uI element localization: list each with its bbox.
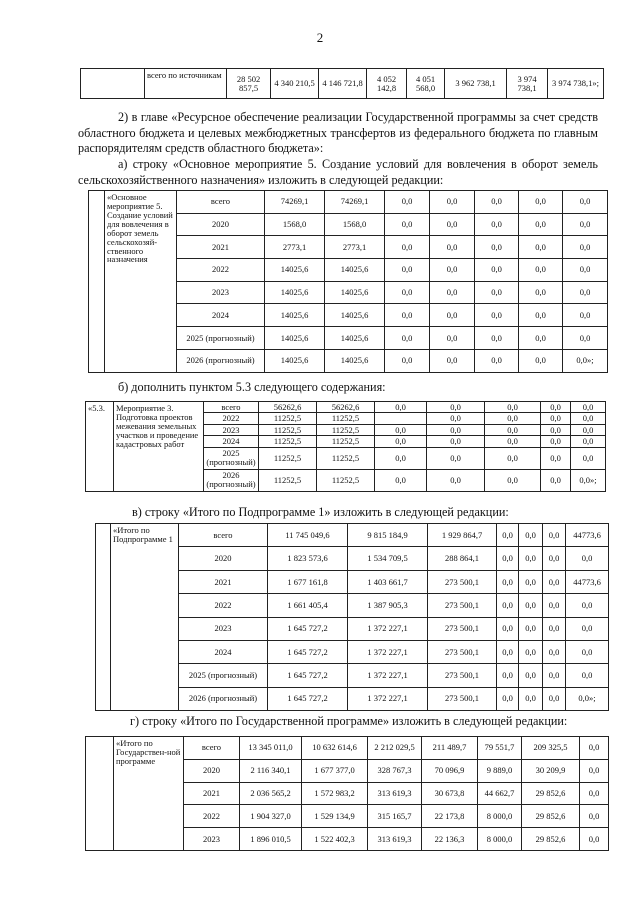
value-cell: 0,0: [543, 687, 566, 710]
empty-cell: [96, 524, 111, 711]
value-cell: 0,0: [385, 191, 430, 214]
value-cell: 14025,6: [265, 281, 325, 304]
value-cell: 0,0: [427, 469, 485, 491]
value-cell: 0,0: [563, 191, 608, 214]
value-cell: 288 864,1: [428, 547, 497, 570]
year-cell: 2025 (прогнозный): [204, 447, 259, 469]
top-total-table: [80, 68, 604, 99]
value-cell: 0,0: [541, 469, 571, 491]
value-cell: 44773,6: [566, 570, 609, 593]
value-cell: 273 500,1: [428, 640, 497, 663]
instruction-b: б) дополнить пунктом 5.3 следующего содержания:: [118, 380, 386, 394]
value-cell: 1568,0: [265, 213, 325, 236]
year-cell: 2020: [184, 759, 240, 782]
value-cell: 0,0: [475, 327, 519, 350]
value-cell: 28 502 857,5: [227, 69, 271, 99]
value-cell: 29 852,6: [522, 782, 580, 805]
year-cell: 2021: [177, 236, 265, 259]
value-cell: 0,0: [543, 524, 566, 547]
value-cell: 0,0: [563, 259, 608, 282]
value-cell: 0,0: [519, 327, 563, 350]
value-cell: 0,0: [475, 281, 519, 304]
value-cell: 1 372 227,1: [348, 687, 428, 710]
value-cell: 4 051 568,0: [407, 69, 445, 99]
value-cell: 0,0: [571, 402, 606, 413]
value-cell: 0,0: [566, 594, 609, 617]
value-cell: 0,0: [497, 664, 519, 687]
value-cell: 1 823 573,6: [268, 547, 348, 570]
value-cell: 0,0: [543, 664, 566, 687]
value-cell: 0,0: [427, 436, 485, 447]
value-cell: 0,0: [497, 640, 519, 663]
year-cell: 2026 (прогнозный): [177, 349, 265, 372]
value-cell: 0,0: [571, 447, 606, 469]
value-cell: 0,0: [519, 547, 543, 570]
value-cell: 0,0: [563, 281, 608, 304]
year-cell: 2022: [177, 259, 265, 282]
year-cell: 2022: [184, 805, 240, 828]
value-cell: 9 889,0: [478, 759, 522, 782]
value-cell: 14025,6: [265, 304, 325, 327]
value-cell: 29 852,6: [522, 828, 580, 851]
value-cell: 0,0: [580, 805, 609, 828]
empty-cell: [89, 191, 105, 373]
value-cell: 22 173,8: [422, 805, 478, 828]
value-cell: 0,0: [543, 617, 566, 640]
value-cell: 1 929 864,7: [428, 524, 497, 547]
value-cell: 0,0: [541, 424, 571, 435]
instruction-c: в) строку «Итого по Подпрограмме 1» изложить в следующей редакции:: [132, 505, 509, 519]
value-cell: 14025,6: [325, 259, 385, 282]
year-cell: 2021: [179, 570, 268, 593]
value-cell: 0,0: [385, 213, 430, 236]
year-cell: 2023: [177, 281, 265, 304]
value-cell: 30 209,9: [522, 759, 580, 782]
value-cell: 1 403 661,7: [348, 570, 428, 593]
value-cell: 0,0: [541, 413, 571, 424]
value-cell: 273 500,1: [428, 570, 497, 593]
value-cell: 0,0: [519, 236, 563, 259]
value-cell: 44 662,7: [478, 782, 522, 805]
value-cell: 0,0: [430, 259, 475, 282]
value-cell: 0,0: [566, 640, 609, 663]
year-cell: всего: [204, 402, 259, 413]
value-cell: 11252,5: [259, 469, 317, 491]
value-cell: 0,0: [543, 640, 566, 663]
value-cell: 0,0: [541, 402, 571, 413]
value-cell: 1 372 227,1: [348, 640, 428, 663]
year-cell: всего: [179, 524, 268, 547]
instruction-a: а) строку «Основное мероприятие 5. Создание условий для вовлечения в оборот земель сельскохозяйственного назначения» изложить в следующей редакции:: [78, 157, 598, 187]
value-cell: 0,0: [541, 436, 571, 447]
value-cell: 1 645 727,2: [268, 617, 348, 640]
value-cell: 0,0: [543, 594, 566, 617]
value-cell: 0,0: [563, 213, 608, 236]
value-cell: [375, 413, 427, 424]
value-cell: 0,0: [580, 759, 609, 782]
value-cell: 0,0: [571, 413, 606, 424]
value-cell: 0,0: [385, 281, 430, 304]
value-cell: 2 116 340,1: [240, 759, 302, 782]
value-cell: 0,0: [485, 469, 541, 491]
value-cell: 0,0: [563, 304, 608, 327]
value-cell: 211 489,7: [422, 737, 478, 760]
value-cell: 0,0: [430, 349, 475, 372]
value-cell: 0,0: [571, 424, 606, 435]
table-main-measure-5: [88, 190, 608, 373]
value-cell: 14025,6: [325, 327, 385, 350]
year-cell: 2022: [179, 594, 268, 617]
item-number: «5.3.: [86, 402, 114, 492]
value-cell: 14025,6: [325, 304, 385, 327]
value-cell: 0,0: [497, 617, 519, 640]
value-cell: 0,0: [485, 424, 541, 435]
value-cell: 0,0: [375, 436, 427, 447]
value-cell: 14025,6: [325, 281, 385, 304]
value-cell: 0,0: [519, 664, 543, 687]
value-cell: 11252,5: [259, 413, 317, 424]
value-cell: 0,0: [385, 327, 430, 350]
value-cell: 1 896 010,5: [240, 828, 302, 851]
value-cell: 0,0: [485, 402, 541, 413]
value-cell: 1 904 327,0: [240, 805, 302, 828]
value-cell: 0,0: [427, 413, 485, 424]
value-cell: 0,0: [475, 304, 519, 327]
value-cell: 11252,5: [317, 413, 375, 424]
value-cell: 79 551,7: [478, 737, 522, 760]
value-cell: 44773,6: [566, 524, 609, 547]
year-cell: 2022: [204, 413, 259, 424]
value-cell: 0,0: [430, 191, 475, 214]
year-cell: 2024: [179, 640, 268, 663]
value-cell: 14025,6: [265, 259, 325, 282]
value-cell: 0,0: [475, 349, 519, 372]
year-cell: 2020: [179, 547, 268, 570]
paragraph-2: 2) в главе «Ресурсное обеспечение реализации Государственной программы за счет средств областного бюджета и целевых межбюджетных трансфертов из федерального бюджета по главным распорядителям средств областного бюджета»:: [78, 110, 598, 156]
value-cell: 1 572 983,2: [302, 782, 368, 805]
value-cell: 0,0: [497, 687, 519, 710]
value-cell: 70 096,9: [422, 759, 478, 782]
value-cell: 0,0: [430, 281, 475, 304]
value-cell: 0,0: [485, 413, 541, 424]
value-cell: 1 677 377,0: [302, 759, 368, 782]
year-cell: 2025 (прогнозный): [177, 327, 265, 350]
value-cell: 0,0: [427, 424, 485, 435]
empty-cell: [86, 737, 114, 851]
value-cell: 0,0: [519, 594, 543, 617]
value-cell: 3 974 738,1»;: [548, 69, 604, 99]
value-cell: 0,0»;: [563, 349, 608, 372]
value-cell: 8 000,0: [478, 805, 522, 828]
table-subprogram-1-total: [95, 523, 609, 711]
value-cell: 0,0: [519, 570, 543, 593]
value-cell: 0,0: [571, 436, 606, 447]
value-cell: 0,0: [485, 436, 541, 447]
value-cell: 0,0: [475, 213, 519, 236]
year-cell: 2021: [184, 782, 240, 805]
value-cell: 0,0: [519, 687, 543, 710]
value-cell: 11252,5: [317, 424, 375, 435]
year-cell: 2020: [177, 213, 265, 236]
row-label: всего по источникам: [145, 69, 227, 99]
value-cell: 0,0: [519, 617, 543, 640]
value-cell: 2 036 565,2: [240, 782, 302, 805]
table-row: [86, 737, 609, 760]
value-cell: 14025,6: [265, 327, 325, 350]
value-cell: 0,0: [485, 447, 541, 469]
value-cell: 0,0: [566, 664, 609, 687]
value-cell: 1 534 709,5: [348, 547, 428, 570]
table-state-program-total: [85, 736, 609, 851]
value-cell: 74269,1: [325, 191, 385, 214]
value-cell: 0,0: [475, 236, 519, 259]
row-label: Мероприятие 3. Подготовка проектов межевания земельных участков и проведение кадастровых работ: [114, 402, 204, 492]
value-cell: 56262,6: [259, 402, 317, 413]
value-cell: 0,0: [580, 737, 609, 760]
value-cell: 1 645 727,2: [268, 687, 348, 710]
value-cell: 0,0: [519, 281, 563, 304]
value-cell: 0,0»;: [571, 469, 606, 491]
year-cell: 2026 (прогнозный): [204, 469, 259, 491]
value-cell: 0,0: [566, 547, 609, 570]
value-cell: 11252,5: [317, 469, 375, 491]
value-cell: 313 619,3: [368, 782, 422, 805]
value-cell: 0,0: [541, 447, 571, 469]
value-cell: 11252,5: [259, 436, 317, 447]
value-cell: 30 673,8: [422, 782, 478, 805]
value-cell: 0,0: [497, 524, 519, 547]
value-cell: 10 632 614,6: [302, 737, 368, 760]
value-cell: 11252,5: [259, 424, 317, 435]
value-cell: 2773,1: [265, 236, 325, 259]
value-cell: 0,0: [427, 447, 485, 469]
value-cell: 13 345 011,0: [240, 737, 302, 760]
value-cell: 1 677 161,8: [268, 570, 348, 593]
value-cell: 0,0: [519, 191, 563, 214]
year-cell: 2023: [179, 617, 268, 640]
table-row: [86, 402, 606, 413]
value-cell: 0,0: [519, 304, 563, 327]
value-cell: 3 974 738,1: [507, 69, 548, 99]
value-cell: 1 645 727,2: [268, 664, 348, 687]
value-cell: 0,0: [385, 259, 430, 282]
value-cell: 0,0: [519, 524, 543, 547]
value-cell: 2773,1: [325, 236, 385, 259]
value-cell: 4 052 142,8: [367, 69, 407, 99]
value-cell: 11252,5: [259, 447, 317, 469]
value-cell: 0,0: [543, 570, 566, 593]
value-cell: 0,0: [519, 640, 543, 663]
value-cell: 4 340 210,5: [271, 69, 319, 99]
table-row: [89, 191, 608, 214]
value-cell: 0,0: [497, 594, 519, 617]
value-cell: 9 815 184,9: [348, 524, 428, 547]
value-cell: 273 500,1: [428, 687, 497, 710]
year-cell: всего: [184, 737, 240, 760]
row-label: «Итого по Подпрограмме 1: [111, 524, 179, 711]
value-cell: 0,0: [375, 447, 427, 469]
value-cell: 1 372 227,1: [348, 617, 428, 640]
value-cell: 8 000,0: [478, 828, 522, 851]
value-cell: 0,0: [427, 402, 485, 413]
value-cell: 0,0: [580, 828, 609, 851]
value-cell: 11252,5: [317, 447, 375, 469]
value-cell: 0,0: [497, 570, 519, 593]
value-cell: 0,0: [430, 236, 475, 259]
value-cell: 0,0: [385, 236, 430, 259]
empty-cell: [81, 69, 145, 99]
value-cell: 74269,1: [265, 191, 325, 214]
value-cell: 1 661 405,4: [268, 594, 348, 617]
value-cell: 273 500,1: [428, 594, 497, 617]
value-cell: 0,0: [430, 213, 475, 236]
value-cell: 14025,6: [325, 349, 385, 372]
value-cell: 11252,5: [317, 436, 375, 447]
value-cell: 0,0: [430, 304, 475, 327]
table-row: [96, 524, 609, 547]
value-cell: 209 325,5: [522, 737, 580, 760]
value-cell: 0,0: [563, 327, 608, 350]
instruction-d: г) строку «Итого по Государственной программе» изложить в следующей редакции:: [130, 714, 568, 728]
year-cell: 2024: [177, 304, 265, 327]
value-cell: 29 852,6: [522, 805, 580, 828]
value-cell: 22 136,3: [422, 828, 478, 851]
value-cell: 0,0: [519, 259, 563, 282]
value-cell: 313 619,3: [368, 828, 422, 851]
value-cell: 0,0: [563, 236, 608, 259]
row-label: «Итого по Государствен-ной программе: [114, 737, 184, 851]
value-cell: 2 212 029,5: [368, 737, 422, 760]
value-cell: 1 387 905,3: [348, 594, 428, 617]
value-cell: 0,0: [580, 782, 609, 805]
value-cell: 328 767,3: [368, 759, 422, 782]
value-cell: 0,0: [385, 304, 430, 327]
value-cell: 14025,6: [265, 349, 325, 372]
value-cell: 0,0: [566, 617, 609, 640]
value-cell: 0,0: [519, 213, 563, 236]
value-cell: 1 372 227,1: [348, 664, 428, 687]
value-cell: 0,0: [519, 349, 563, 372]
year-cell: 2023: [204, 424, 259, 435]
value-cell: 1 645 727,2: [268, 640, 348, 663]
value-cell: 1 529 134,9: [302, 805, 368, 828]
value-cell: 56262,6: [317, 402, 375, 413]
value-cell: 0,0: [375, 469, 427, 491]
value-cell: 1568,0: [325, 213, 385, 236]
value-cell: 0,0: [497, 547, 519, 570]
value-cell: 1 522 402,3: [302, 828, 368, 851]
value-cell: 0,0: [543, 547, 566, 570]
value-cell: 315 165,7: [368, 805, 422, 828]
value-cell: 0,0»;: [566, 687, 609, 710]
year-cell: 2025 (прогнозный): [179, 664, 268, 687]
table-measure-5-3: [85, 401, 606, 492]
value-cell: 0,0: [375, 402, 427, 413]
value-cell: 0,0: [475, 191, 519, 214]
page-number: 2: [316, 30, 324, 45]
value-cell: 273 500,1: [428, 664, 497, 687]
value-cell: 0,0: [430, 327, 475, 350]
value-cell: 0,0: [475, 259, 519, 282]
year-cell: 2024: [204, 436, 259, 447]
row-label: «Основное мероприятие 5. Создание условий для вовлечения в оборот земель сельскохозяй-ственного назначения: [105, 191, 177, 373]
value-cell: 3 962 738,1: [445, 69, 507, 99]
year-cell: всего: [177, 191, 265, 214]
value-cell: 273 500,1: [428, 617, 497, 640]
value-cell: 4 146 721,8: [319, 69, 367, 99]
year-cell: 2023: [184, 828, 240, 851]
value-cell: 0,0: [375, 424, 427, 435]
year-cell: 2026 (прогнозный): [179, 687, 268, 710]
value-cell: 11 745 049,6: [268, 524, 348, 547]
value-cell: 0,0: [385, 349, 430, 372]
